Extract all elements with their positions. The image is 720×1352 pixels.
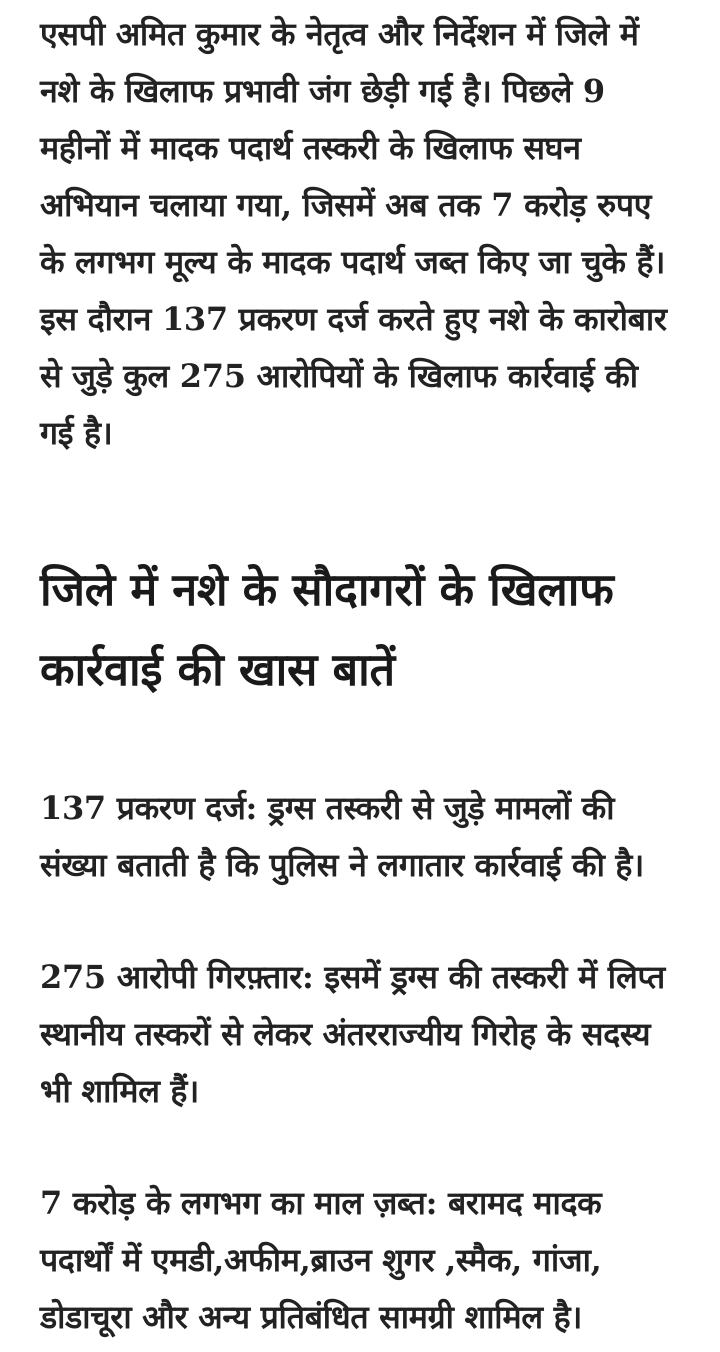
section-heading: जिले में नशे के सौदागरों के खिलाफ कार्रवाई की खास बातें xyxy=(40,563,614,696)
point-text: बरामद मादक पदार्थों में एमडी,अफीम,ब्राउन शुगर ,स्मैक, गांजा, डोडाचूरा और अन्य प्रतिबंधित सामग्री शामिल है। xyxy=(40,1184,602,1336)
intro-paragraph: एसपी अमित कुमार के नेतृत्व और निर्देशन में जिले में नशे के खिलाफ प्रभावी जंग छेड़ी गई है। पिछले 9 महीनों में मादक पदार्थ तस्करी के खिलाफ सघन अभियान चलाया गया, जिसमें अब तक 7 करोड़ रुपए के लगभग मूल्य के मादक पदार्थ जब्त किए जा चुके हैं। इस दौरान 137 प्रकरण दर्ज करते हुए नशे के कारोबार से जुड़े कुल 275 आरोपियों के खिलाफ कार्रवाई की गई है। xyxy=(40,15,667,452)
point-cases-registered xyxy=(40,780,680,894)
point-text: इसमें ड्रग्स की तस्करी में लिप्त स्थानीय तस्करों से लेकर अंतरराज्यीय गिरोह के सदस्य भी शामिल हैं। xyxy=(40,958,665,1110)
point-lead: 137 प्रकरण दर्ज: xyxy=(40,789,258,827)
point-goods-seized xyxy=(40,1175,680,1346)
point-lead: 7 करोड़ के लगभग का माल ज़ब्त: xyxy=(40,1184,438,1222)
point-lead: 275 आरोपी गिरफ़्तार: xyxy=(40,958,314,996)
point-accused-arrested xyxy=(40,949,680,1120)
point-text: ड्रग्स तस्करी से जुड़े मामलों की संख्या बताती है कि पुलिस ने लगातार कार्रवाई की है। xyxy=(40,789,644,884)
